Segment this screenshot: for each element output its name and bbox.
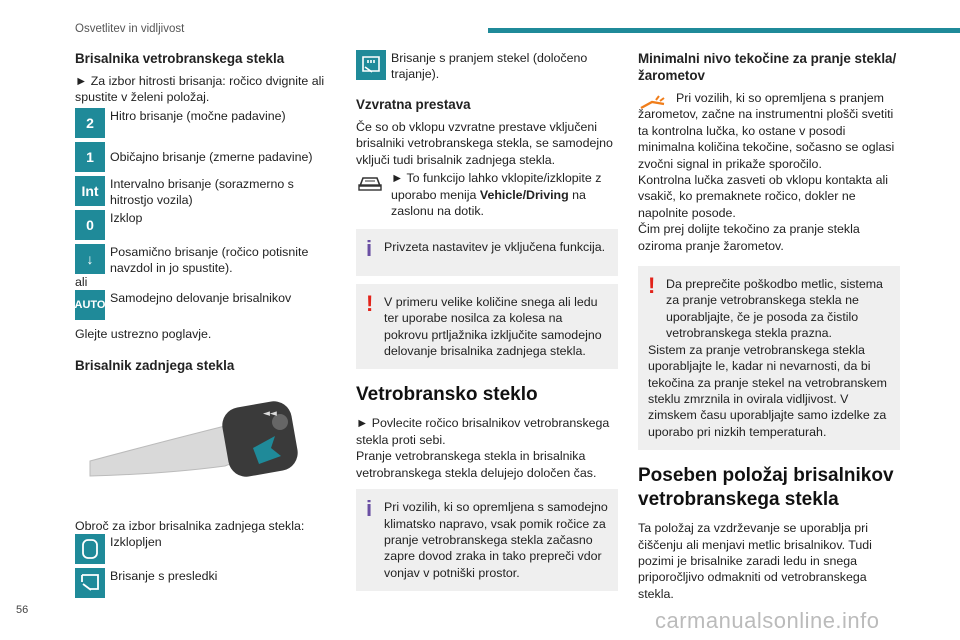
min-fluid-block — [638, 90, 900, 172]
special-position-text: Ta položaj za vzdrževanje se uporablja pri čiščenju ali menjavi metlic brisalnikov. Tudi pozimi je brisalnike zaradi ledu in snega priporočljivo odmakniti od vetrobranskega stekla. — [638, 521, 872, 601]
column-2 — [356, 50, 618, 599]
page-number: 56 — [16, 604, 29, 616]
washer-fluid-icon — [638, 92, 668, 118]
position-int-icon: Int — [75, 176, 105, 206]
info-note-default — [356, 229, 618, 275]
heading-windscreen: Vetrobransko steklo — [356, 384, 538, 406]
rear-position-label: Izklopljen — [110, 535, 162, 550]
info-note-climate — [356, 489, 618, 591]
rear-wash-label: Brisanje s pranjem stekel (določeno trajanje). — [391, 51, 588, 82]
warning-icon: ! — [648, 273, 656, 299]
wiper-position-fast — [75, 108, 337, 142]
info-icon: i — [366, 496, 373, 522]
menu-row — [356, 170, 618, 219]
header-accent-bar — [488, 28, 960, 33]
wiper-speed-intro: ► Za izbor hitrosti brisanja: ročico dvignite ali spustite v želeni položaj. — [75, 74, 325, 105]
heading-rear-wiper: Brisalnik zadnjega stekla — [75, 357, 235, 373]
warning-note-blades — [638, 266, 900, 450]
rear-window-off-icon — [75, 534, 105, 564]
stalk-illustration — [75, 386, 337, 506]
position-1-icon: 1 — [75, 142, 105, 172]
note-text: Privzeta nastavitev je vključena funkcija. — [384, 240, 606, 255]
rear-intermittent-row — [75, 568, 337, 602]
note-text: Sistem za pranje vetrobranskega stekla uporabljajte le, kadar ni nevarnosti, da bi tekočina za pranje stekel na vetrobranskem steklu zmrznila in ovirala vidljivost. V zimskem času uporabljajte samo izdelke za uporabo pri nizkih temperaturah. — [648, 342, 887, 439]
wiper-position-label: Hitro brisanje (močne padavine) — [110, 108, 286, 123]
wiper-position-label: Intervalno brisanje (sorazmerno s hitrostjo vozila) — [110, 176, 294, 208]
windscreen-text-1: ► Povlecite ročico brisalnikov vetrobranskega stekla proti sebi. — [356, 416, 610, 447]
wiper-auto-row — [75, 290, 337, 324]
running-header: Osvetlitev in vidljivost — [75, 23, 185, 35]
menu-text-post: na zaslonu na dotik. — [391, 187, 586, 219]
rear-wash-icon — [356, 50, 386, 80]
rear-wash-row — [356, 50, 618, 84]
wiper-position-single — [75, 244, 337, 278]
min-fluid-text-2: Kontrolna lučka zasveti ob vklopu kontakta ali vsakič, ko premaknete ročico, dokler ne napolnite posode. — [638, 173, 889, 220]
position-2-icon: 2 — [75, 108, 105, 138]
rear-position-label: Brisanje s presledki — [110, 569, 218, 584]
info-icon: i — [366, 236, 373, 262]
rear-ring-text: Obroč za izbor brisalnika zadnjega stekla: — [75, 519, 305, 534]
note-text: Da preprečite poškodbo metlic, sistema za pranje vetrobranskega stekla ne uporabljajte, če je posoda za čistilo vetrobranskega stekla prazna. — [666, 277, 883, 341]
heading-windscreen-wipers: Brisalnika vetrobranskega stekla — [75, 51, 285, 66]
heading-special-position: Poseben položaj brisalnikov vetrobranskega stekla — [638, 465, 894, 511]
rear-wiper-intermittent-icon — [75, 568, 105, 598]
column-3 — [638, 50, 900, 602]
or-text: ali — [75, 274, 88, 289]
svg-text:◄◄: ◄◄ — [263, 408, 277, 419]
min-fluid-text-1: Pri vozilih, ki so opremljena s pranjem žarometov, začne na instrumentni plošči svetiti ta kontrolna lučka, ko ostane v posodi minimalna količina tekočine, sočasno se oglasi zvočni signal in prikaže sporočilo. — [638, 91, 895, 171]
warning-note-snow — [356, 284, 618, 370]
menu-name: Vehicle/Driving — [479, 187, 569, 202]
position-0-icon: 0 — [75, 210, 105, 240]
reverse-gear-text: Če so ob vklopu vzvratne prestave vključeni brisalniki vetrobranskega stekla, se samodejno vključi tudi brisalnik zadnjega stekla. — [356, 120, 613, 167]
windscreen-text-2: Pranje vetrobranskega stekla in brisalnika vetrobranskega stekla delujejo določen čas. — [356, 449, 597, 480]
see-chapter: Glejte ustrezno poglavje. — [75, 327, 212, 342]
wiper-position-label: Običajno brisanje (zmerne padavine) — [110, 149, 313, 164]
auto-icon: AUTO — [75, 290, 105, 320]
note-text: V primeru velike količine snega ali ledu ter uporabe nosilca za kolesa na pokrovu prtljažnika izključite samodejno delovanje brisalnika zadnjega stekla. — [384, 294, 602, 359]
wiper-position-label: Posamično brisanje (ročico potisnite navzdol in jo spustite). — [110, 244, 309, 276]
min-fluid-text-3: Čim prej dolijte tekočino za pranje stekla oziroma pranje žarometov. — [638, 222, 860, 253]
wiper-position-label: Izklop — [110, 210, 143, 225]
wiper-position-off — [75, 210, 337, 244]
auto-wipe-label: Samodejno delovanje brisalnikov — [110, 291, 292, 306]
menu-instruction — [391, 170, 618, 219]
car-menu-icon — [356, 170, 386, 200]
heading-min-fluid: Minimalni nivo tekočine za pranje stekla/žarometov — [638, 51, 897, 83]
wiper-position-intermittent — [75, 176, 337, 210]
column-1 — [75, 50, 337, 602]
rear-off-row — [75, 534, 337, 568]
warning-icon: ! — [366, 290, 374, 316]
heading-reverse-gear: Vzvratna prestava — [356, 97, 471, 112]
arrow-down-icon: ↓ — [75, 244, 105, 274]
wiper-position-normal — [75, 142, 337, 176]
note-text: Pri vozilih, ki so opremljena s samodejno klimatsko napravo, vsak pomik ročice za pranje vetrobranskega stekla začasno zapre dovod zraka in tako prepreči vdor vonjav v potniški prostor. — [384, 500, 608, 580]
watermark: carmanualsonline.info — [655, 608, 880, 633]
menu-text-pre: ► To funkcijo lahko vklopite/izklopite z uporabo menija — [391, 171, 602, 202]
